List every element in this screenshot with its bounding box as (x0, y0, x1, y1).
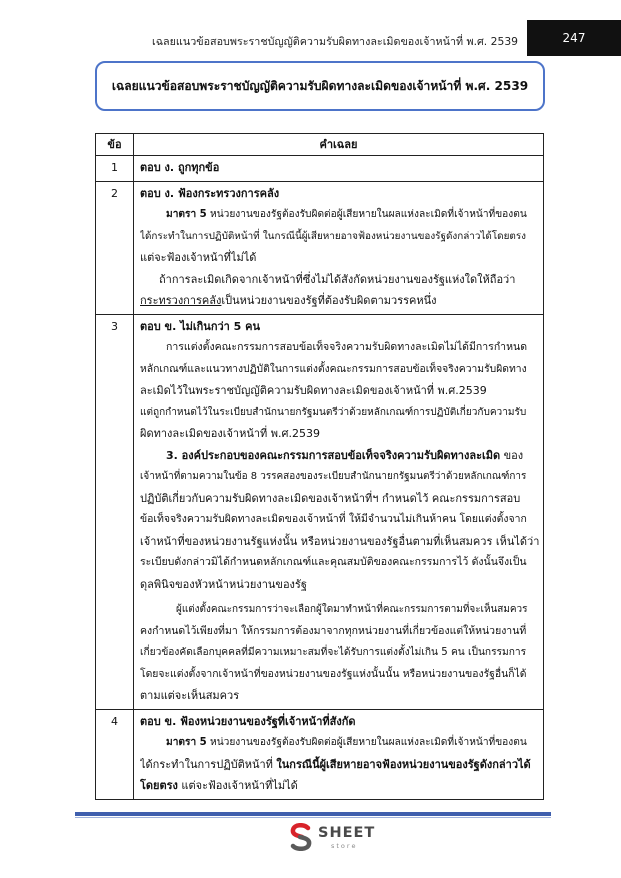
table-row (96, 156, 544, 182)
answer-line (140, 466, 539, 488)
answer-line (140, 531, 539, 553)
answer-choice: ตอบ ข. ไม่เกินกว่า 5 คน (140, 319, 261, 333)
answer-cell (134, 709, 544, 799)
answer-line (140, 359, 539, 381)
table-header-row (96, 134, 544, 156)
title-box (95, 61, 545, 111)
answer-text: เป็นหน่วยงานของรัฐที่ต้องรับผิดตามวรรคหนึ่ง (221, 294, 437, 307)
section-heading: 3. องค์ประกอบของคณะกรรมการสอบข้อเท็จจริงความรับผิดทางละเมิด (166, 448, 501, 462)
answer-cell (134, 156, 544, 182)
answer-line (140, 574, 539, 596)
page-title: เฉลยแนวข้อสอบพระราชบัญญัติความรับผิดทางละเมิดของเจ้าหน้าที่ พ.ศ. 2539 (111, 78, 529, 93)
answer-line (140, 775, 539, 797)
answer-text: ถ้าการละเมิดเกิดจากเจ้าหน้าที่ซึ่งไม่ได้สังกัดหน่วยงานของรัฐแห่งใดให้ถือว่า (159, 272, 516, 286)
answer-text: หน่วยงานของรัฐต้องรับผิดต่อผู้เสียหายในผลแห่งละเมิดที่เจ้าหน้าที่ของตน (206, 209, 527, 220)
answer-text: ผู้แต่งตั้งคณะกรรมการว่าจะเลือกผู้ใดมาทำหน้าที่คณะกรรมการตามที่จะเห็นสมควร (176, 604, 528, 615)
answer-text: เจ้าหน้าที่ของหน่วยงานรัฐแห่งนั้น หรือหน่วยงานของรัฐอื่นตามที่เห็นสมควร เห็นได้ว่า (140, 534, 539, 548)
answer-line (140, 642, 539, 664)
answer-text: ปฏิบัติเกี่ยวกับความรับผิดทางละเมิดของเจ้าหน้าที่ฯ กำหนดไว้ คณะกรรมการสอบ (140, 491, 521, 505)
sheet-store-logo-icon (288, 823, 314, 851)
brand-subtitle: store (331, 842, 358, 850)
answer-text: โดยจะแต่งตั้งจากเจ้าหน้าที่ของหน่วยงานของรัฐแห่งนั้นนั้น หรือหน่วยงานของรัฐอื่นก็ได้ (140, 667, 527, 680)
brand-name: SHEET (318, 825, 376, 841)
answer-choice: ตอบ ง. ฟ้องกระทรวงการคลัง (140, 186, 280, 200)
table-row (96, 181, 544, 314)
underlined-term: กระทรวงการคลัง (140, 294, 222, 307)
answer-text: การแต่งตั้งคณะกรรมการสอบข้อเท็จจริงความรับผิดทางละเมิดไม่ได้มีการกำหนด (166, 341, 528, 353)
table-row (96, 709, 544, 799)
answer-text: ได้กระทำในการปฏิบัติหน้าที่ ในกรณีนี้ผู้เสียหายอาจฟ้องหน่วยงานของรัฐดังกล่าวได้โดยตรง (140, 230, 527, 242)
answer-text: ข้อเท็จจริงความรับผิดทางละเมิดของเจ้าหน้าที่ ให้มีจำนวนไม่เกินห้าคน โดยแต่งตั้งจาก (140, 513, 527, 525)
answer-text: เจ้าหน้าที่ตามความในข้อ 8 วรรคสองของระเบียบสำนักนายกรัฐมนตรีว่าด้วยหลักเกณฑ์การ (140, 471, 527, 482)
footer-rule (75, 812, 551, 816)
answer-line (140, 402, 539, 424)
answer-text: เกี่ยวข้องคัดเลือกบุคคลที่มีความเหมาะสมที่จะได้รับการแต่งตั้งไม่เกิน 5 คน เป็นกรรมการ (140, 647, 527, 658)
answer-text: ตามแต่จะเห็นสมควร (140, 689, 240, 702)
answer-line (140, 685, 539, 707)
answer-text: ได้กระทำในการปฏิบัติหน้าที่ (140, 757, 277, 771)
answer-line (140, 226, 539, 248)
row-number: 3 (96, 314, 134, 709)
answer-line (140, 247, 539, 269)
answer-line (140, 445, 539, 467)
answer-text: แต่จะฟ้องเจ้าหน้าที่ไม่ได้ (140, 251, 257, 264)
answer-line (140, 269, 539, 291)
answer-line (140, 337, 539, 359)
column-header-answer: คำเฉลย (134, 134, 544, 156)
answer-text: หลักเกณฑ์และแนวทางปฏิบัติในการแต่งตั้งคณะกรรมการสอบข้อเท็จจริงความรับผิดทาง (140, 362, 527, 375)
answer-line (140, 380, 539, 402)
answer-line (140, 732, 539, 754)
answer-line (140, 621, 539, 643)
answer-line (140, 290, 539, 312)
footer-rule-accent (75, 817, 551, 818)
section-reference: มาตรา 5 (166, 209, 207, 220)
answer-text: แต่ถูกกำหนดไว้ในระเบียบสำนักนายกรัฐมนตรีว่าด้วยหลักเกณฑ์การปฏิบัติเกี่ยวกับความรับ (140, 406, 527, 418)
answer-text: ผิดทางละเมิดของเจ้าหน้าที่ พ.ศ.2539 (140, 427, 320, 440)
answer-text-bold: ในกรณีนี้ผู้เสียหายอาจฟ้องหน่วยงานของรัฐดังกล่าวได้ (276, 757, 531, 771)
answer-line (140, 664, 539, 686)
answer-line (140, 204, 539, 226)
running-header-title: เฉลยแนวข้อสอบพระราชบัญญัติความรับผิดทางละเมิดของเจ้าหน้าที่ พ.ศ. 2539 (152, 35, 518, 48)
answer-choice: ตอบ ข. ฟ้องหน่วยงานของรัฐที่เจ้าหน้าที่สังกัด (140, 714, 356, 728)
column-header-number: ข้อ (96, 134, 134, 156)
section-reference: มาตรา 5 (166, 737, 207, 748)
table-row (96, 314, 544, 709)
answer-table (95, 133, 544, 800)
answer-line (140, 599, 539, 621)
row-number: 4 (96, 709, 134, 799)
answer-line (140, 509, 539, 531)
page-number: 247 (527, 20, 621, 56)
answer-line (140, 423, 539, 445)
answer-text: ดุลพินิจของหัวหน้าหน่วยงานของรัฐ (140, 577, 307, 591)
row-number: 1 (96, 156, 134, 182)
row-number: 2 (96, 181, 134, 314)
answer-text-bold: โดยตรง (140, 779, 178, 792)
answer-line (140, 754, 539, 776)
answer-line (140, 552, 539, 574)
answer-cell (134, 181, 544, 314)
answer-cell (134, 314, 544, 709)
answer-text: ระเบียบดังกล่าวมิได้กำหนดหลักเกณฑ์และคุณสมบัติของคณะกรรมการไว้ ดังนั้นจึงเป็น (140, 556, 527, 568)
answer-choice: ตอบ ง. ถูกทุกข้อ (140, 161, 220, 174)
answer-text: แต่จะฟ้องเจ้าหน้าที่ไม่ได้ (177, 779, 298, 792)
answer-text: คงกำหนดไว้เพียงที่มา ให้กรรมการต้องมาจากทุกหน่วยงานที่เกี่ยวข้องแต่ให้หน่วยงานที่ (140, 624, 527, 637)
answer-text: ละเมิดไว้ในพระราชบัญญัติความรับผิดทางละเมิดของเจ้าหน้าที่ พ.ศ.2539 (140, 384, 487, 397)
answer-line (140, 488, 539, 510)
answer-text: หน่วยงานของรัฐต้องรับผิดต่อผู้เสียหายในผลแห่งละเมิดที่เจ้าหน้าที่ของตน (206, 737, 527, 748)
answer-text: ของ (500, 448, 524, 462)
